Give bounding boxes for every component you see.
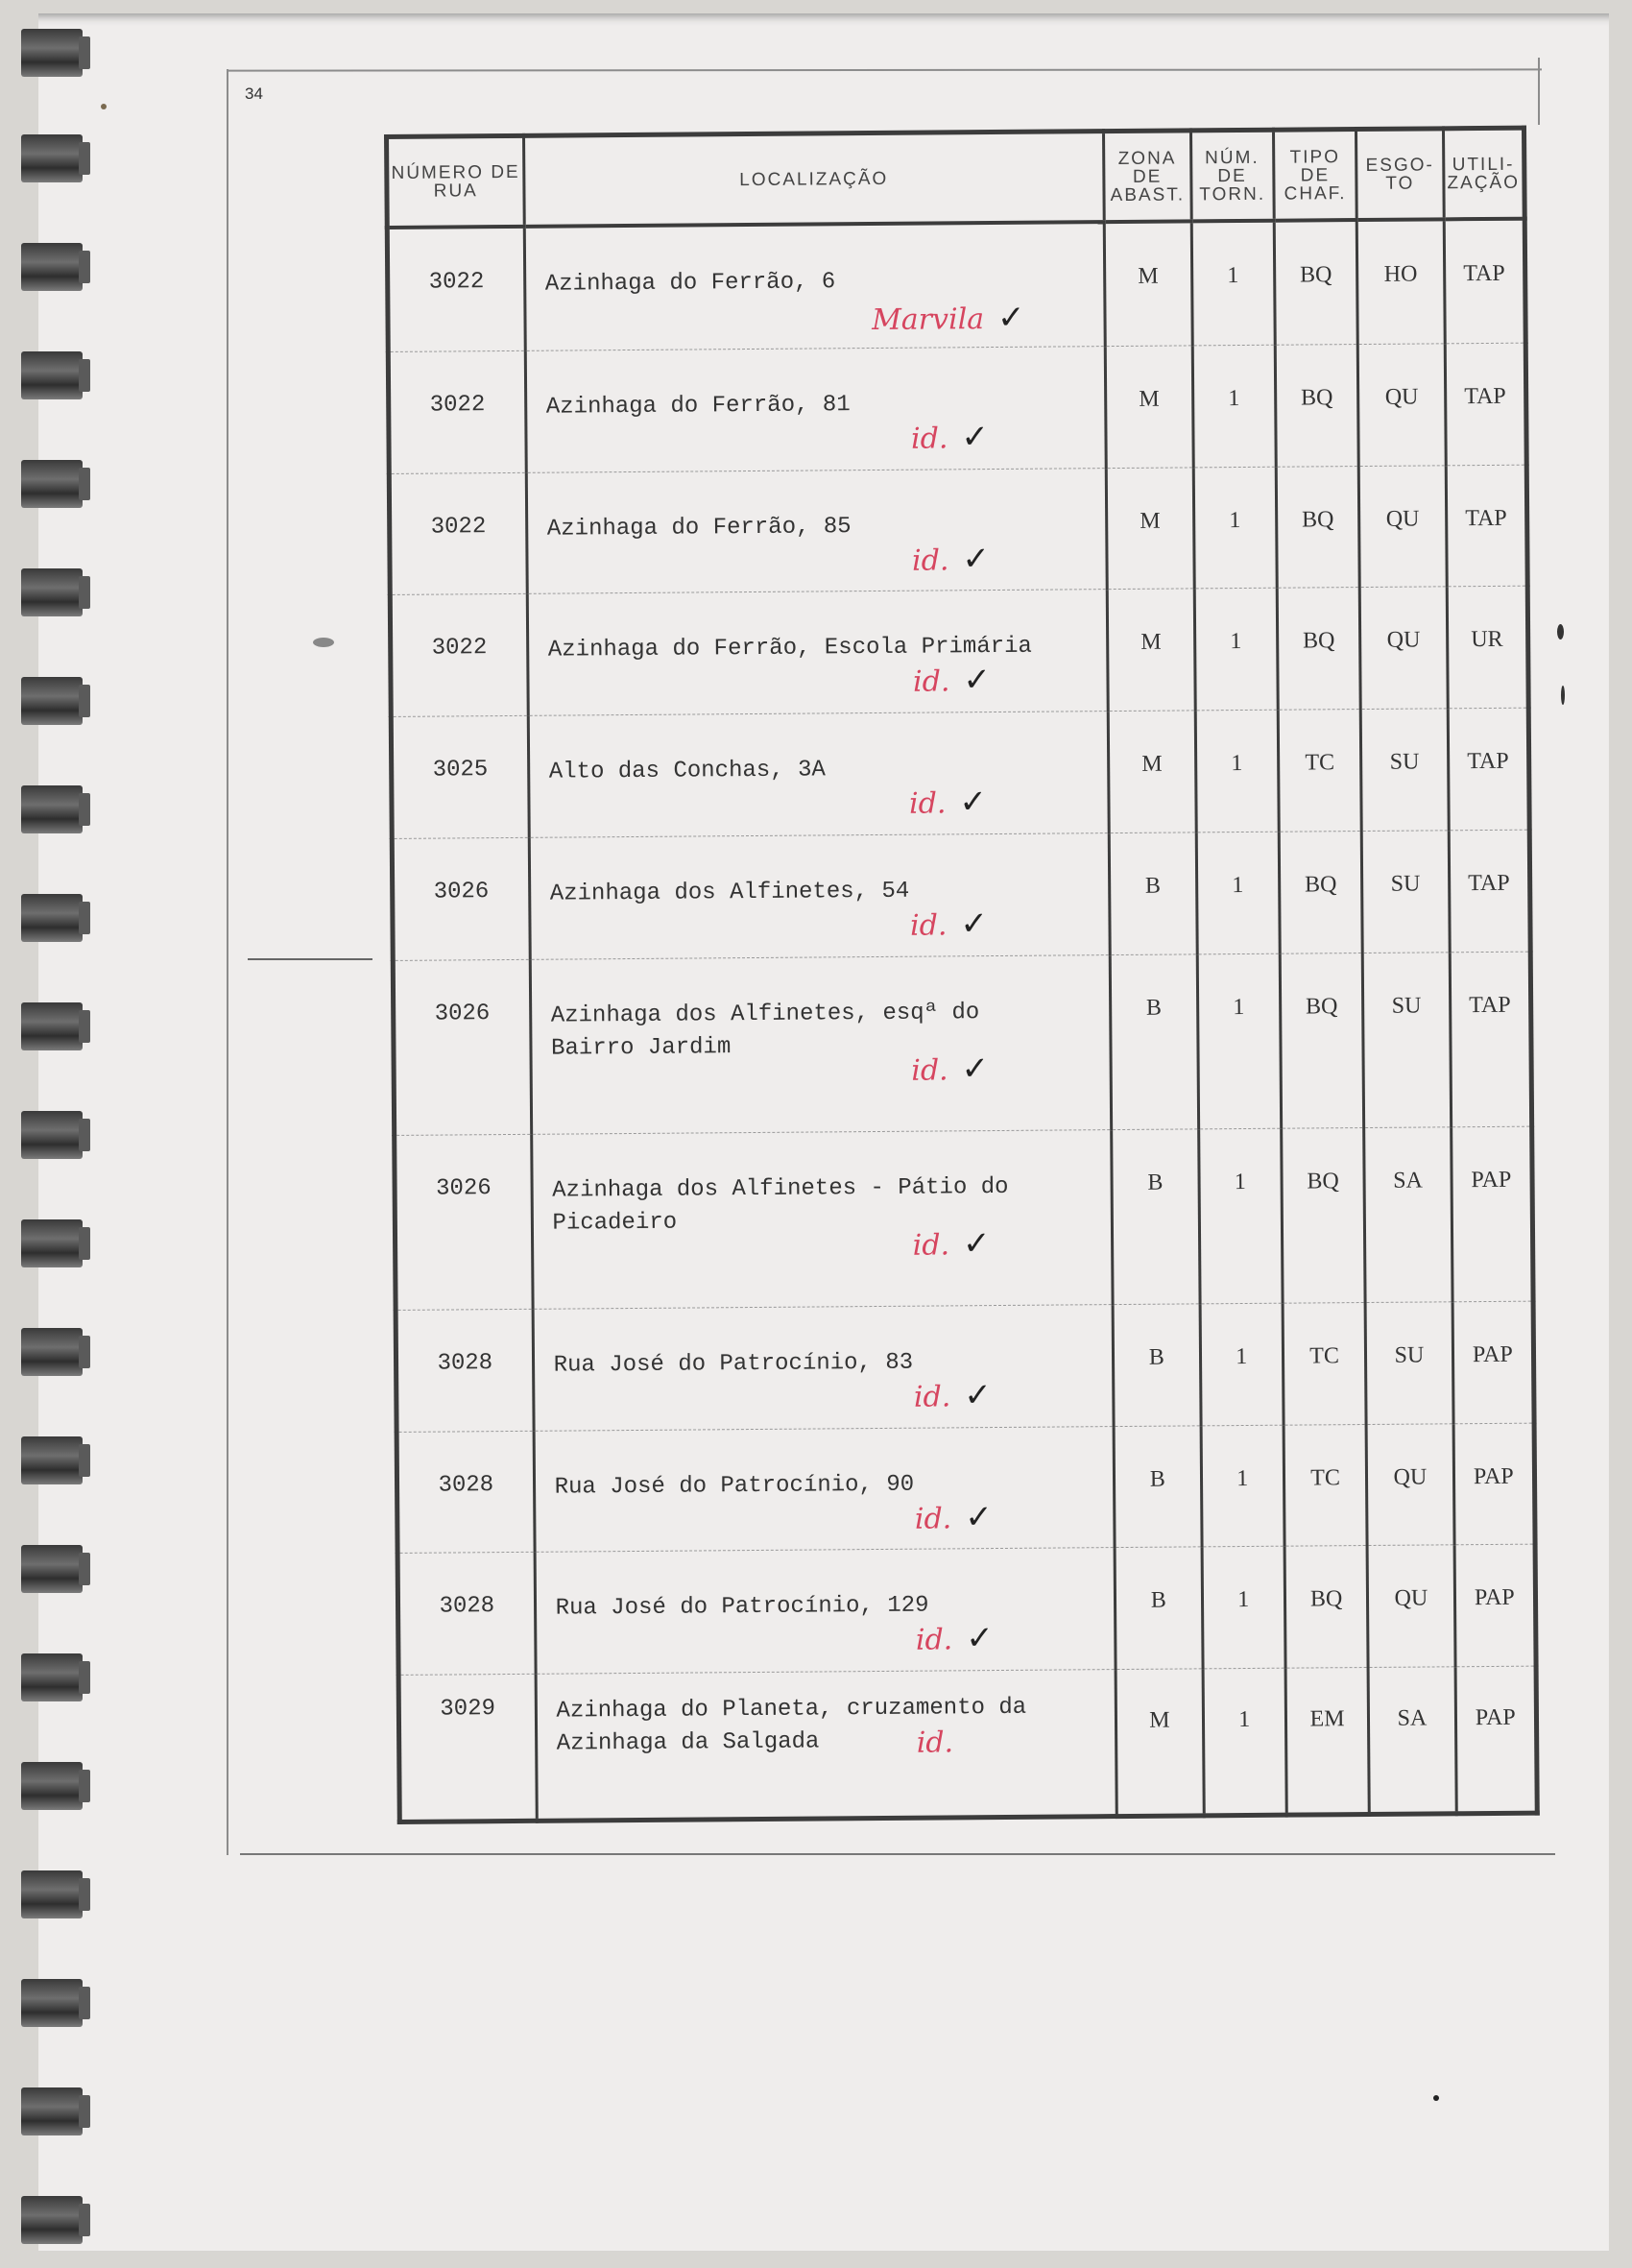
cell-torn: 1 xyxy=(1194,588,1278,710)
table-row xyxy=(388,343,1526,473)
note-text: id. xyxy=(913,1380,951,1414)
cell-util: TAP xyxy=(1449,830,1530,952)
note-text: id. xyxy=(915,1623,953,1657)
cell-localizacao xyxy=(531,1129,1113,1309)
check-mark-icon: ✓ xyxy=(963,661,992,700)
loc-line-1: Rua José do Patrocínio, 90 xyxy=(554,1471,915,1501)
data-table xyxy=(384,126,1540,1824)
note-text: id. xyxy=(912,664,950,699)
binding-ring xyxy=(21,2196,83,2244)
cell-esgoto: SU xyxy=(1362,952,1451,1127)
loc-line-1: Azinhaga dos Alfinetes, esqª do xyxy=(550,999,980,1029)
binding-ring xyxy=(21,785,83,833)
cell-esgoto: QU xyxy=(1357,344,1445,466)
check-mark-icon: ✓ xyxy=(964,1375,992,1415)
cell-numero: 3022 xyxy=(388,350,526,473)
cell-localizacao xyxy=(526,468,1108,594)
binding-ring xyxy=(21,460,83,508)
binding-ring xyxy=(21,894,83,942)
binding-ring xyxy=(21,351,83,399)
cell-numero: 3026 xyxy=(395,1134,533,1310)
note-text: id. xyxy=(908,786,947,821)
binding-ring xyxy=(21,1870,83,1918)
cell-torn: 1 xyxy=(1195,710,1279,832)
cell-numero: 3028 xyxy=(396,1431,535,1554)
header-utilizacao: UTILI- ZAÇÃO xyxy=(1443,128,1524,219)
binding-ring xyxy=(21,134,83,182)
cell-esgoto: SU xyxy=(1365,1302,1452,1424)
note-text: id. xyxy=(916,1725,954,1760)
cell-numero: 3028 xyxy=(397,1553,536,1676)
table-row xyxy=(398,1666,1537,1822)
cell-zona: B xyxy=(1114,1425,1201,1547)
handwritten-note xyxy=(917,1726,954,1759)
handwritten-note xyxy=(914,1497,993,1536)
cell-localizacao xyxy=(535,1548,1116,1675)
cell-torn: 1 xyxy=(1197,953,1282,1129)
handwritten-note xyxy=(909,904,989,944)
check-mark-icon: ✓ xyxy=(966,1619,994,1658)
page-number: 34 xyxy=(245,84,263,103)
cell-esgoto: SA xyxy=(1364,1126,1452,1302)
frame-line-left xyxy=(227,69,228,1855)
handwritten-note xyxy=(912,661,992,700)
cell-util: PAP xyxy=(1453,1423,1535,1545)
table-row xyxy=(395,1126,1533,1310)
binding-ring xyxy=(21,1328,83,1376)
cell-tipo: TC xyxy=(1278,710,1361,832)
cell-zona: B xyxy=(1109,832,1196,954)
smudge-mark xyxy=(1433,2095,1439,2101)
cell-zona: B xyxy=(1113,1304,1200,1426)
cell-esgoto: QU xyxy=(1366,1423,1453,1545)
header-num-torn: NÚM. DE TORN. xyxy=(1190,130,1274,221)
cell-esgoto: QU xyxy=(1359,587,1447,709)
binding-ring xyxy=(21,1219,83,1267)
table-row xyxy=(396,1423,1535,1554)
cell-localizacao xyxy=(529,832,1111,959)
binding-ring xyxy=(21,677,83,725)
note-text: id. xyxy=(910,422,948,456)
loc-line-1: Azinhaga do Ferrão, 85 xyxy=(546,513,852,543)
table-row xyxy=(397,1544,1536,1675)
handwritten-note xyxy=(910,417,990,457)
cell-tipo: BQ xyxy=(1284,1546,1368,1668)
handwritten-note xyxy=(913,1375,992,1415)
cell-util: TAP xyxy=(1448,708,1529,830)
check-mark-icon: ✓ xyxy=(965,1497,993,1536)
table-row xyxy=(392,830,1530,960)
table-row xyxy=(391,708,1529,838)
cell-localizacao xyxy=(530,954,1112,1134)
cell-torn: 1 xyxy=(1200,1303,1284,1425)
cell-zona: M xyxy=(1107,589,1194,711)
cell-torn: 1 xyxy=(1196,832,1280,953)
smudge-mark xyxy=(1561,686,1565,705)
cell-tipo: BQ xyxy=(1274,220,1357,345)
loc-line-1: Azinhaga do Ferrão, Escola Primária xyxy=(547,633,1033,664)
cell-zona: M xyxy=(1108,711,1195,832)
handwritten-note xyxy=(911,539,991,578)
binding-ring xyxy=(21,568,83,616)
binding-ring xyxy=(21,243,83,291)
handwritten-note xyxy=(909,785,987,821)
cell-tipo: BQ xyxy=(1280,953,1364,1128)
cell-esgoto: QU xyxy=(1358,465,1446,587)
note-text: id. xyxy=(909,908,948,943)
binding-ring xyxy=(21,1979,83,2027)
cell-torn: 1 xyxy=(1198,1128,1283,1304)
cell-zona: B xyxy=(1115,1547,1202,1669)
table-row xyxy=(396,1301,1534,1432)
cell-numero: 3029 xyxy=(398,1674,537,1822)
cell-localizacao xyxy=(536,1670,1117,1822)
cell-localizacao xyxy=(528,712,1110,838)
loc-line-1: Rua José do Patrocínio, 83 xyxy=(553,1349,914,1379)
cell-zona: B xyxy=(1112,1129,1200,1305)
cell-numero: 3022 xyxy=(389,472,527,595)
handwritten-note xyxy=(871,298,1025,338)
cell-torn: 1 xyxy=(1191,221,1275,346)
cell-zona: M xyxy=(1116,1669,1204,1817)
cell-tipo: BQ xyxy=(1279,831,1362,953)
loc-line-1: Azinhaga do Planeta, cruzamento da xyxy=(556,1694,1027,1725)
cell-esgoto: SU xyxy=(1361,831,1449,953)
cell-localizacao xyxy=(533,1304,1115,1431)
cell-util: UR xyxy=(1447,586,1528,708)
check-mark-icon: ✓ xyxy=(996,298,1025,337)
binding-ring xyxy=(21,1111,83,1159)
cell-util: TAP xyxy=(1446,465,1527,587)
cell-util: TAP xyxy=(1445,343,1526,465)
loc-line-1: Azinhaga do Ferrão, 81 xyxy=(545,391,851,421)
cell-tipo: BQ xyxy=(1277,588,1360,710)
smudge-mark xyxy=(313,638,334,647)
smudge-mark xyxy=(101,104,107,109)
loc-line-1: Azinhaga do Ferrão, 6 xyxy=(544,269,836,298)
cell-tipo: BQ xyxy=(1282,1127,1366,1303)
handwritten-note xyxy=(912,1223,991,1263)
cell-zona: M xyxy=(1105,346,1192,468)
header-localizacao: LOCALIZAÇÃO xyxy=(523,132,1104,227)
handwritten-note xyxy=(911,1049,990,1088)
cell-tipo: EM xyxy=(1285,1668,1370,1816)
cell-numero: 3025 xyxy=(391,715,529,838)
cell-tipo: BQ xyxy=(1275,344,1358,466)
loc-line-2: Picadeiro xyxy=(552,1209,678,1237)
check-mark-icon: ✓ xyxy=(960,904,989,944)
cell-tipo: TC xyxy=(1284,1424,1367,1546)
check-mark-icon: ✓ xyxy=(959,783,988,822)
table-row xyxy=(387,219,1525,352)
cell-numero: 3028 xyxy=(396,1309,534,1432)
cell-zona: M xyxy=(1106,467,1193,589)
handwritten-note xyxy=(915,1619,994,1658)
cell-util: PAP xyxy=(1455,1666,1538,1814)
note-text: id. xyxy=(911,1053,948,1088)
binding-ring xyxy=(21,1436,83,1484)
note-text: id. xyxy=(912,1228,950,1263)
note-text: Marvila xyxy=(871,302,985,338)
loc-line-2: Bairro Jardim xyxy=(550,1033,732,1062)
cell-torn: 1 xyxy=(1203,1668,1287,1816)
header-zona: ZONA DE ABAST. xyxy=(1104,131,1191,222)
cell-zona: M xyxy=(1104,221,1191,346)
cell-esgoto: HO xyxy=(1356,219,1444,344)
frame-line-bottom xyxy=(240,1853,1555,1855)
table-row xyxy=(390,586,1528,716)
binding-ring xyxy=(21,2087,83,2135)
table-header-row xyxy=(387,128,1525,228)
cell-numero: 3026 xyxy=(393,959,531,1135)
binding-ring xyxy=(21,1002,83,1050)
cell-torn: 1 xyxy=(1192,345,1276,467)
cell-localizacao xyxy=(524,222,1106,350)
loc-line-1: Rua José do Patrocínio, 129 xyxy=(555,1592,929,1622)
check-mark-icon: ✓ xyxy=(961,1049,990,1088)
frame-line-right xyxy=(1538,58,1540,125)
cell-numero: 3022 xyxy=(390,594,528,717)
cell-util: PAP xyxy=(1454,1544,1536,1666)
loc-line-1: Azinhaga dos Alfinetes - Pátio do xyxy=(552,1173,1009,1204)
cell-util: TAP xyxy=(1444,219,1525,344)
binding-ring xyxy=(21,29,83,77)
check-mark-icon: ✓ xyxy=(961,417,990,457)
smudge-mark xyxy=(1557,624,1564,639)
loc-line-1: Azinhaga dos Alfinetes, 54 xyxy=(549,878,910,907)
cell-util: PAP xyxy=(1451,1126,1533,1302)
table-row xyxy=(393,952,1531,1135)
header-esgoto: ESGO- TO xyxy=(1356,129,1444,220)
table-row xyxy=(389,465,1527,595)
binding-ring xyxy=(21,1545,83,1593)
spiral-binding xyxy=(0,0,58,2268)
check-mark-icon: ✓ xyxy=(962,1223,991,1263)
check-mark-icon: ✓ xyxy=(962,539,991,578)
cell-numero: 3022 xyxy=(387,227,525,351)
cell-zona: B xyxy=(1110,954,1198,1130)
cell-tipo: TC xyxy=(1283,1302,1366,1424)
note-text: id. xyxy=(911,543,949,578)
header-numero: NÚMERO DE RUA xyxy=(387,135,524,228)
note-text: id. xyxy=(914,1501,952,1536)
binding-ring xyxy=(21,1762,83,1810)
binding-ring xyxy=(21,1653,83,1701)
cell-esgoto: SA xyxy=(1368,1667,1456,1815)
loc-line-1: Alto das Conchas, 3A xyxy=(548,757,826,785)
cell-tipo: BQ xyxy=(1276,466,1359,588)
cell-localizacao xyxy=(527,590,1109,716)
loc-line-2: Azinhaga da Salgada xyxy=(556,1728,820,1757)
cell-localizacao xyxy=(534,1426,1116,1553)
cell-esgoto: QU xyxy=(1367,1545,1454,1667)
cell-numero: 3026 xyxy=(392,837,530,960)
cell-torn: 1 xyxy=(1193,467,1277,589)
cell-localizacao xyxy=(525,346,1107,472)
margin-tick xyxy=(248,958,372,960)
cell-util: PAP xyxy=(1452,1301,1534,1423)
cell-torn: 1 xyxy=(1201,1425,1284,1547)
cell-esgoto: SU xyxy=(1360,709,1448,831)
header-tipo-chaf: TIPO DE CHAF. xyxy=(1273,130,1356,221)
water-fountain-table xyxy=(384,126,1540,1824)
cell-torn: 1 xyxy=(1202,1546,1285,1668)
cell-util: TAP xyxy=(1450,952,1532,1127)
